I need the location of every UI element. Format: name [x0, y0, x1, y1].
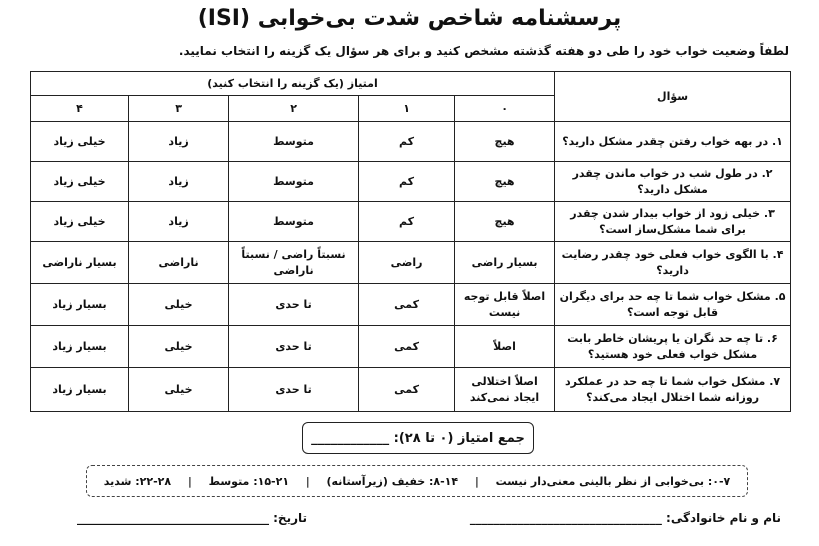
interp-severe: ۲۲-۲۸: شدید [103, 474, 172, 488]
interp-separator: | [187, 474, 192, 488]
interp-separator: | [305, 474, 310, 488]
date-field[interactable]: تاریخ: ________________________________ [76, 511, 307, 525]
question-text: ۴. با الگوی خواب فعلی خود چقدر رضایت دارید؟ [555, 242, 791, 284]
interp-moderate: ۱۵-۲۱: متوسط [208, 474, 290, 488]
option-cell[interactable]: اصلاً قابل توجه نیست [455, 284, 555, 326]
total-score-box[interactable] [302, 422, 534, 454]
interp-mild: ۸-۱۴: خفیف (زیرآستانه) [326, 474, 459, 488]
option-cell[interactable]: کم [359, 162, 455, 202]
question-text: ۵. مشکل خواب شما تا چه حد برای دیگران قابل توجه است؟ [555, 284, 791, 326]
total-score-label: جمع امتیاز (۰ تا ۲۸): ____________ [311, 430, 525, 446]
option-cell[interactable]: اصلاً اختلالی ایجاد نمی‌کند [455, 368, 555, 412]
option-cell[interactable]: خیلی [129, 284, 229, 326]
option-cell[interactable]: تا حدی [229, 284, 359, 326]
instructions: لطفاً وضعیت خواب خود را طی دو هفته گذشته مشخص کنید و برای هر سؤال یک گزینه را انتخاب نمایید. [178, 44, 789, 58]
question-text: ۳. خیلی زود از خواب بیدار شدن چقدر برای شما مشکل‌ساز است؟ [555, 202, 791, 242]
option-cell[interactable]: هیچ [455, 122, 555, 162]
table-row [31, 284, 791, 326]
table-row [31, 202, 791, 242]
option-cell[interactable]: خیلی [129, 326, 229, 368]
option-cell[interactable]: بسیار زیاد [31, 326, 129, 368]
question-header: سؤال [555, 72, 791, 122]
name-field[interactable]: نام و نام خانوادگی: ________________________________ [469, 511, 781, 525]
table-row [31, 368, 791, 412]
score-col-2: ۲ [229, 96, 359, 122]
option-cell[interactable]: زیاد [129, 122, 229, 162]
option-cell[interactable]: زیاد [129, 162, 229, 202]
option-cell[interactable]: بسیار راضی [455, 242, 555, 284]
question-text: ۶. تا چه حد نگران یا پریشان خاطر بابت مشکل خواب فعلی خود هستید؟ [555, 326, 791, 368]
option-cell[interactable]: زیاد [129, 202, 229, 242]
option-cell[interactable]: کمی [359, 284, 455, 326]
interp-separator: | [474, 474, 479, 488]
option-cell[interactable]: هیچ [455, 162, 555, 202]
table-row [31, 122, 791, 162]
table-row [31, 326, 791, 368]
option-cell[interactable]: نسبتاً راضی / نسبتاً ناراضی [229, 242, 359, 284]
option-cell[interactable]: تا حدی [229, 326, 359, 368]
option-cell[interactable]: متوسط [229, 202, 359, 242]
score-col-3: ۳ [129, 96, 229, 122]
option-cell[interactable]: اصلاً [455, 326, 555, 368]
option-cell[interactable]: متوسط [229, 162, 359, 202]
header-row-top [31, 72, 791, 96]
table-row [31, 162, 791, 202]
question-text: ۲. در طول شب در خواب ماندن چقدر مشکل دارید؟ [555, 162, 791, 202]
score-col-4: ۴ [31, 96, 129, 122]
footer [0, 511, 819, 531]
option-cell[interactable]: بسیار ناراضی [31, 242, 129, 284]
score-header: امتیاز (یک گزینه را انتخاب کنید) [31, 72, 555, 96]
option-cell[interactable]: تا حدی [229, 368, 359, 412]
option-cell[interactable]: خیلی زیاد [31, 162, 129, 202]
table-row [31, 242, 791, 284]
question-text: ۷. مشکل خواب شما تا چه حد در عملکرد روزانه شما اختلال ایجاد می‌کند؟ [555, 368, 791, 412]
option-cell[interactable]: بسیار زیاد [31, 284, 129, 326]
option-cell[interactable]: کمی [359, 326, 455, 368]
option-cell[interactable]: خیلی زیاد [31, 202, 129, 242]
option-cell[interactable]: خیلی [129, 368, 229, 412]
isi-table [30, 71, 791, 412]
option-cell[interactable]: بسیار زیاد [31, 368, 129, 412]
question-text: ۱. در بهه خواب رفتن چقدر مشکل دارید؟ [555, 122, 791, 162]
score-col-0: ۰ [455, 96, 555, 122]
score-interpretation [86, 465, 748, 497]
option-cell[interactable]: ناراضی [129, 242, 229, 284]
option-cell[interactable]: هیچ [455, 202, 555, 242]
score-col-1: ۱ [359, 96, 455, 122]
option-cell[interactable]: کمی [359, 368, 455, 412]
option-cell[interactable]: کم [359, 122, 455, 162]
option-cell[interactable]: متوسط [229, 122, 359, 162]
option-cell[interactable]: خیلی زیاد [31, 122, 129, 162]
option-cell[interactable]: کم [359, 202, 455, 242]
form-title: پرسشنامه شاخص شدت بی‌خوابی (ISI) [197, 6, 622, 31]
interp-none: ۰-۷: بی‌خوابی از نظر بالینی معنی‌دار نیست [495, 474, 731, 488]
option-cell[interactable]: راضی [359, 242, 455, 284]
